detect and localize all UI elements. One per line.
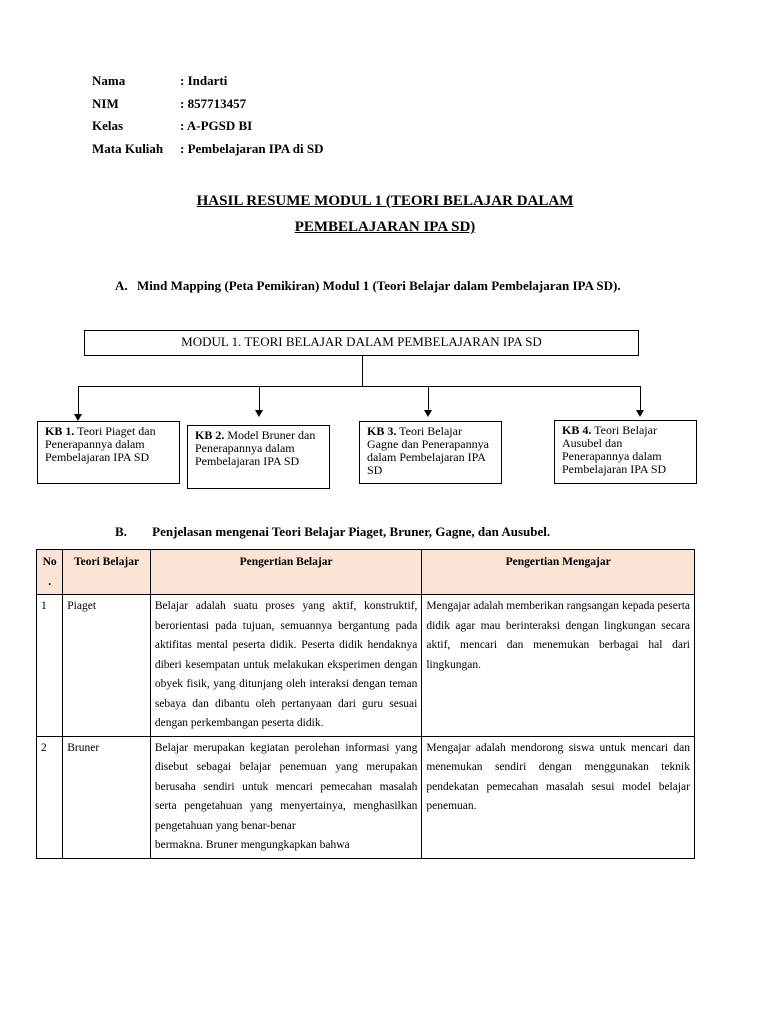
table-header-row	[37, 550, 695, 595]
kb-code: KB 1.	[45, 424, 75, 438]
identity-value: : A-PGSD BI	[180, 118, 253, 134]
section-b-text: Penjelasan mengenai Teori Belajar Piaget, Bruner, Gagne, dan Ausubel.	[152, 524, 551, 539]
header-pengertian-mengajar: Pengertian Mengajar	[422, 550, 695, 595]
arrow-down-icon	[255, 410, 263, 417]
identity-value: : Indarti	[180, 73, 228, 89]
cell-no: 1	[37, 595, 63, 737]
identity-label: NIM	[92, 95, 119, 111]
title-line-2: PEMBELAJARAN IPA SD)	[294, 219, 476, 235]
kb-box-2	[187, 425, 330, 489]
cell-no: 2	[37, 736, 63, 858]
cell-teori: Piaget	[63, 595, 151, 737]
arrow-down-icon	[424, 410, 432, 417]
cell-belajar	[150, 736, 422, 858]
cell-belajar-text: Belajar merupakan kegiatan perolehan informasi yang disebut sebagai belajar penemuan yang merupakan berusaha sendiri untuk mencari pemecahan masalah serta pengetahuan yang menyertainya, menghasilkan pengetahuan yang benar-benar	[154, 741, 418, 832]
identity-value: : 857713457	[180, 95, 247, 111]
title-line-1: HASIL RESUME MODUL 1 (TEORI BELAJAR DALAM	[196, 193, 574, 209]
cell-mengajar: Mengajar adalah memberikan rangsangan kepada peserta didik agar mau berinteraksi dengan lingkungan secara aktif, mencari dan menemukan berbagai hal dari lingkungan.	[422, 595, 695, 737]
identity-row-nim	[92, 93, 323, 116]
mindmap-main-box: MODUL 1. TEORI BELAJAR DALAM PEMBELAJARAN IPA SD	[84, 330, 639, 356]
kb-box-3	[359, 421, 502, 484]
identity-label: Kelas	[92, 118, 124, 134]
connector-line	[362, 356, 363, 386]
identity-row-kelas	[92, 115, 323, 138]
kb-text: Model Bruner dan Penerapannya dalam Pembelajaran IPA SD	[195, 428, 316, 468]
section-letter: A.	[115, 278, 128, 293]
identity-block	[92, 70, 323, 160]
section-b-heading	[115, 524, 550, 540]
connector-line	[428, 386, 429, 412]
identity-value: : Pembelajaran IPA di SD	[180, 140, 324, 156]
connector-line	[78, 386, 641, 387]
kb-text: Teori Piaget dan Penerapannya dalam Pembelajaran IPA SD	[45, 424, 156, 464]
header-pengertian-belajar: Pengertian Belajar	[150, 550, 422, 595]
kb-code: KB 4.	[562, 423, 592, 437]
connector-line	[259, 386, 260, 412]
cell-mengajar: Mengajar adalah mendorong siswa untuk mencari dan menemukan sendiri dengan menggunakan teknik pendekatan pemecahan masalah sesui model belajar penemuan.	[422, 736, 695, 858]
cell-teori: Bruner	[63, 736, 151, 858]
theory-table	[36, 549, 695, 859]
identity-label: Nama	[92, 73, 126, 89]
section-a-text: Mind Mapping (Peta Pemikiran) Modul 1 (Teori Belajar dalam Pembelajaran IPA SD).	[137, 278, 621, 293]
identity-row-nama	[92, 70, 323, 93]
arrow-down-icon	[74, 414, 82, 421]
connector-line	[640, 386, 641, 412]
kb-box-4	[554, 420, 697, 484]
kb-text: Teori Belajar Ausubel dan Penerapannya dalam Pembelajaran IPA SD	[562, 423, 667, 476]
kb-code: KB 2.	[195, 428, 225, 442]
kb-box-1	[37, 421, 180, 484]
section-letter: B.	[115, 524, 127, 539]
cell-belajar: Belajar adalah suatu proses yang aktif, konstruktif, berorientasi pada tujuan, semuannya bergantung pada aktifitas mental peserta didik. Peserta didik hendaknya diberi kesempatan untuk melakukan eksperimen dengan obyek fisik, yang ditunjang oleh interaksi dengan teman sebaya dan dibantu oleh pertanyaan dari guru sesuai dengan perkembangan peserta didik.	[150, 595, 422, 737]
section-a-heading	[115, 275, 685, 296]
document-title	[90, 188, 680, 240]
table-row	[37, 736, 695, 858]
kb-text: Teori Belajar Gagne dan Penerapannya dalam Pembelajaran IPA SD	[367, 424, 489, 477]
identity-label: Mata Kuliah	[92, 140, 164, 156]
header-teori: Teori Belajar	[63, 550, 151, 595]
identity-row-mata-kuliah	[92, 138, 323, 161]
connector-line	[78, 386, 79, 416]
header-no: No .	[37, 550, 63, 595]
cell-belajar-continued: bermakna. Bruner mengungkapkan bahwa	[154, 839, 350, 851]
arrow-down-icon	[636, 410, 644, 417]
kb-code: KB 3.	[367, 424, 397, 438]
table-row	[37, 595, 695, 737]
